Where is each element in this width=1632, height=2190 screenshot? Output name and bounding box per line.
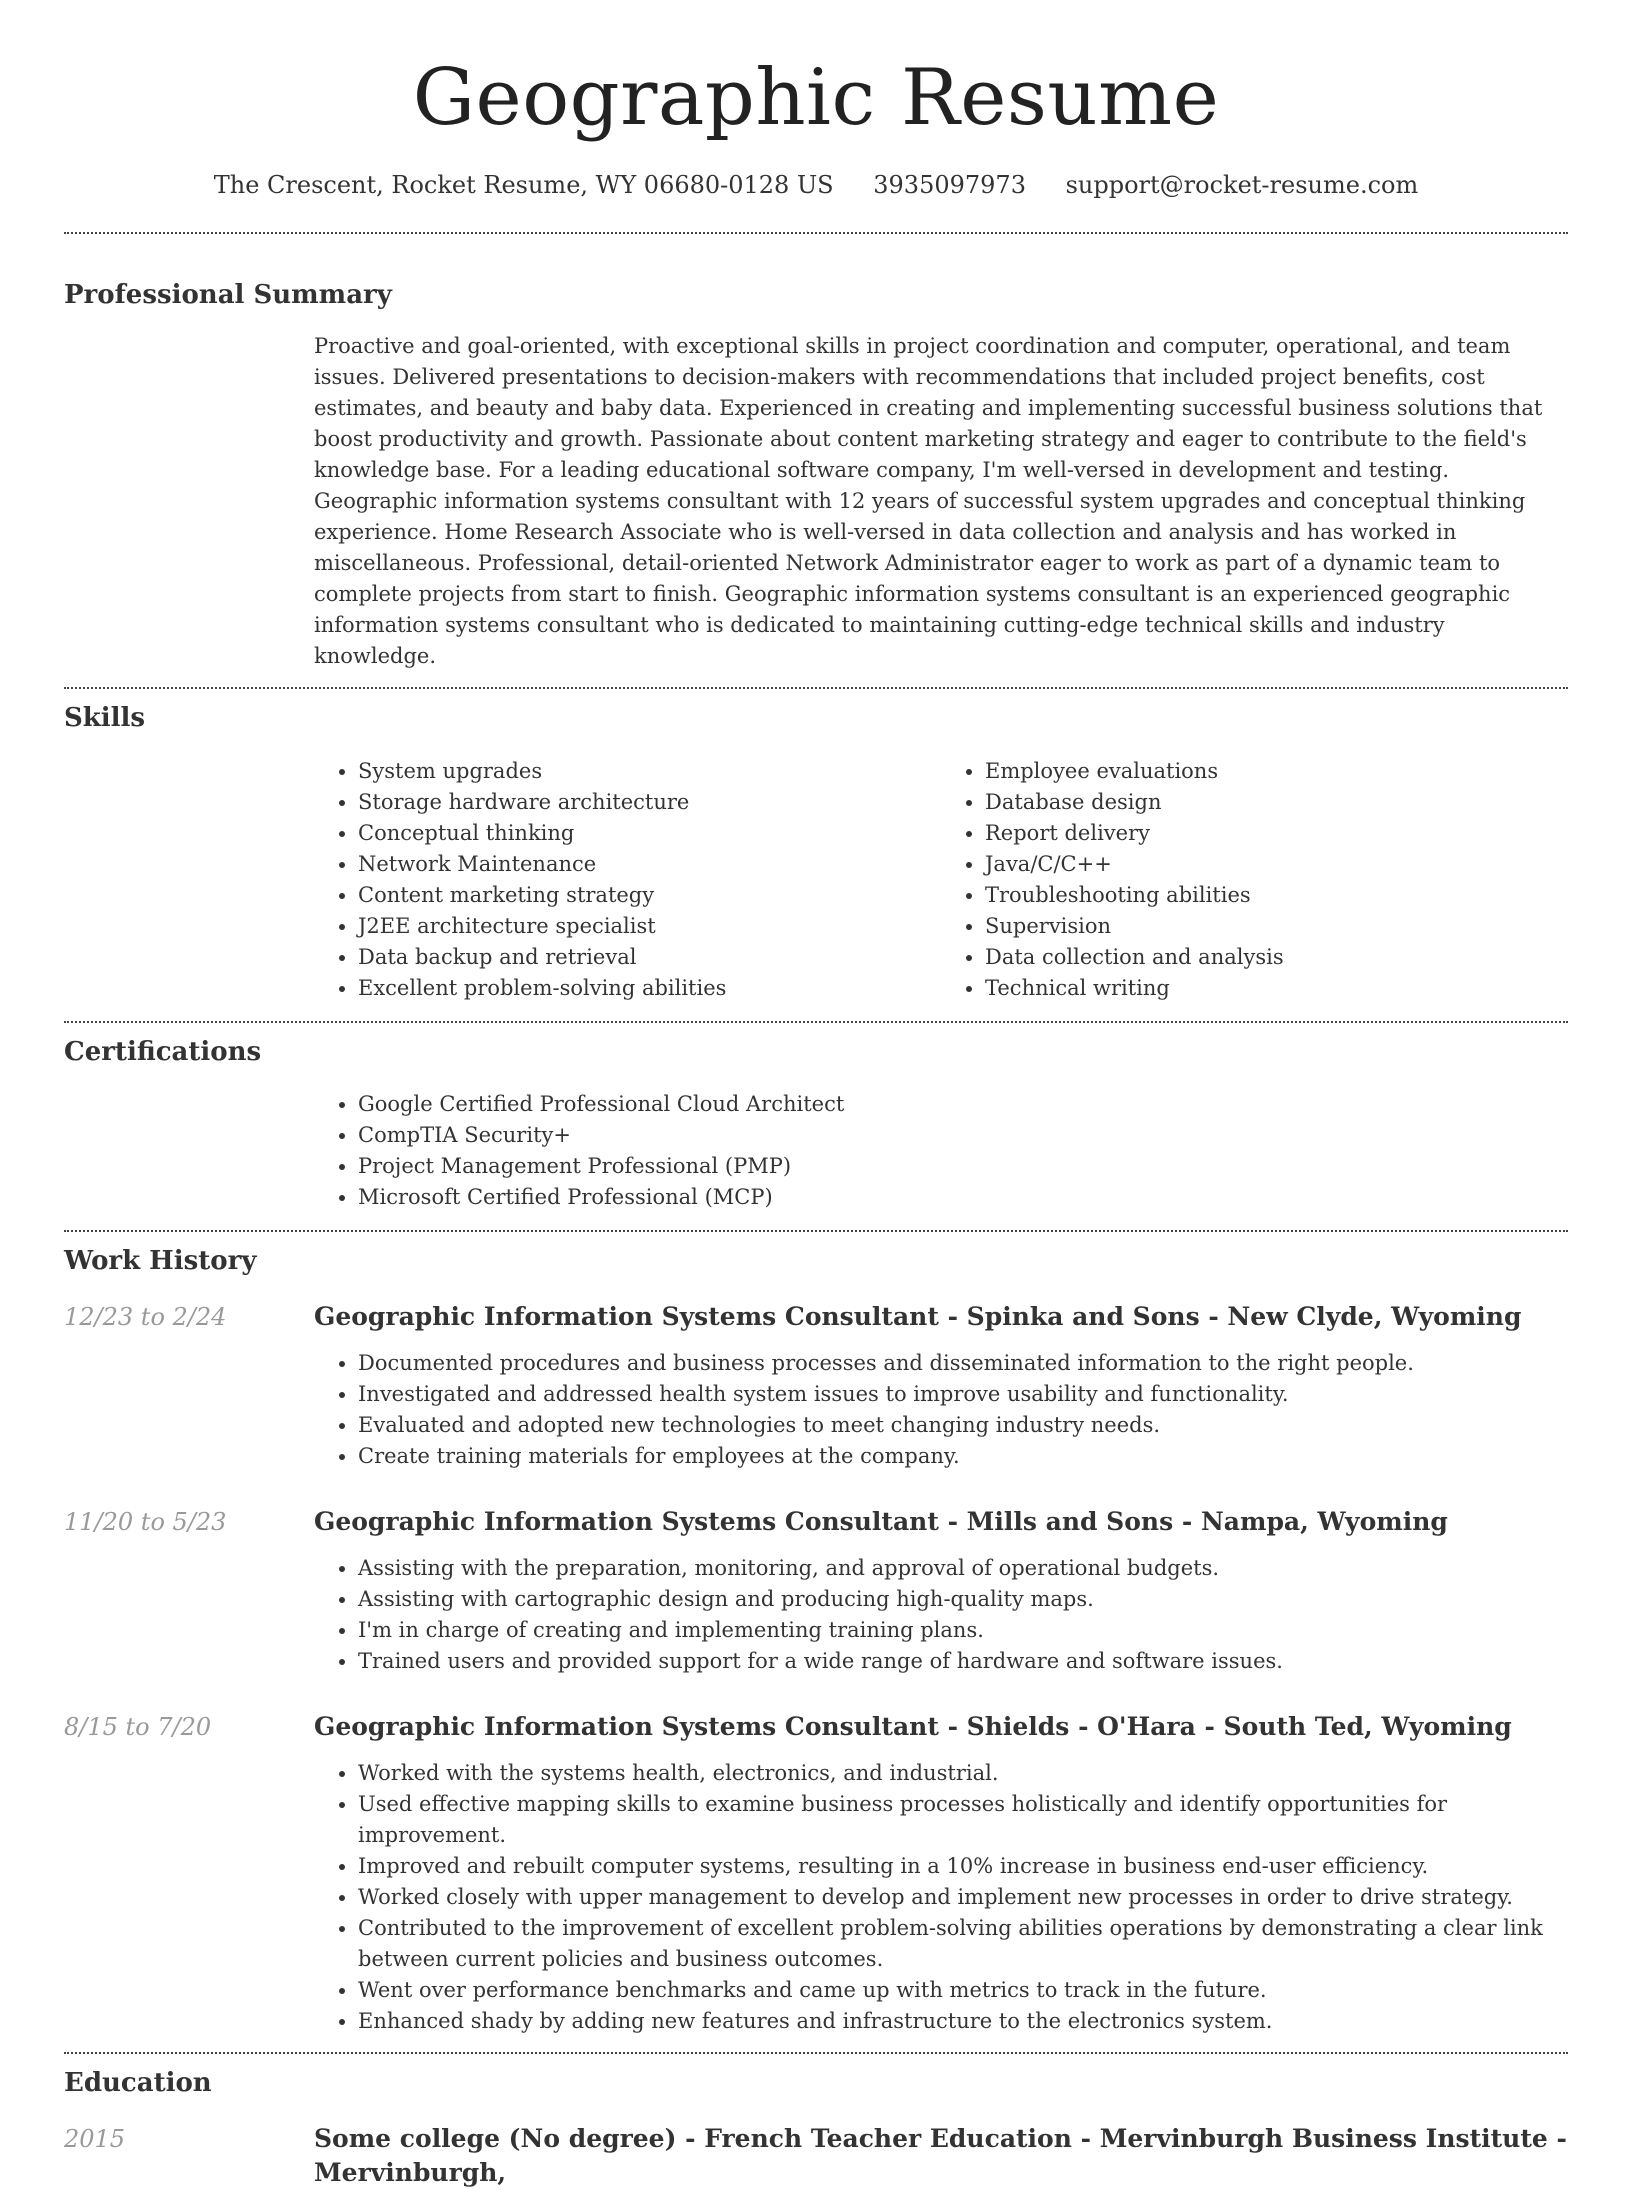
list-item: • Technical writing — [985, 973, 1568, 1004]
job-title: Geographic Information Systems Consultant - Shields - O'Hara - South Ted, Wyoming — [314, 1712, 1512, 1741]
list-item: • Employee evaluations — [985, 756, 1568, 787]
job-title: Geographic Information Systems Consultant - Mills and Sons - Nampa, Wyoming — [314, 1507, 1448, 1536]
job-bullets — [314, 1758, 1568, 2037]
list-item: • Documented procedures and business processes and disseminated information to the right people. — [358, 1348, 1568, 1379]
summary-title: Professional Summary — [64, 280, 392, 310]
list-item: • Used effective mapping skills to examine business processes holistically and identify opportunities for improvement. — [358, 1789, 1568, 1851]
list-item: • Investigated and addressed health system issues to improve usability and functionality. — [358, 1379, 1568, 1410]
skills-section — [64, 689, 1568, 1004]
work-title: Work History — [64, 1246, 257, 1276]
list-item: • Report delivery — [985, 818, 1568, 849]
summary-section — [64, 234, 1568, 672]
list-item: • Java/C/C++ — [985, 849, 1568, 880]
list-item: • Supervision — [985, 911, 1568, 942]
list-item: • Troubleshooting abilities — [985, 880, 1568, 911]
education-entry — [64, 2122, 1568, 2190]
list-item: • J2EE architecture specialist — [358, 911, 941, 942]
job-body — [314, 1505, 1568, 1677]
list-item: • Assisting with cartographic design and producing high-quality maps. — [358, 1584, 1568, 1615]
work-section — [64, 1232, 1568, 2037]
list-item: • Project Management Professional (PMP) — [358, 1151, 1568, 1182]
phone: 3935097973 — [873, 171, 1026, 199]
list-item: • Data backup and retrieval — [358, 942, 941, 973]
job-bullets — [314, 1553, 1568, 1677]
certifications-list — [314, 1089, 1568, 1213]
certifications-content — [314, 1089, 1568, 1213]
list-item: • Assisting with the preparation, monitoring, and approval of operational budgets. — [358, 1553, 1568, 1584]
skills-list-left — [314, 756, 941, 1004]
list-item: • Worked closely with upper management to develop and implement new processes in order to drive strategy. — [358, 1882, 1568, 1913]
list-item: • CompTIA Security+ — [358, 1120, 1568, 1151]
education-body — [314, 2122, 1568, 2190]
email: support@rocket-resume.com — [1065, 171, 1419, 199]
summary-text: Proactive and goal-oriented, with exceptional skills in project coordination and computer, operational, and team issues. Delivered presentations to decision-makers with recommendations that included project benefits, cost estimates, and beauty and baby data. Experienced in creating and implementing successful business solutions that boost productivity and growth. Passionate about content marketing strategy and eager to contribute to the field's knowledge base. For a leading educational software company, I'm well-versed in development and testing. Geographic information systems consultant with 12 years of successful system upgrades and conceptual thinking experience. Home Research Associate who is well-versed in data collection and analysis and has worked in miscellaneous. Professional, detail-oriented Network Administrator eager to work as part of a dynamic team to complete projects from start to finish. Geographic information systems consultant is an experienced geographic information systems consultant who is dedicated to maintaining cutting-edge technical skills and industry knowledge. — [314, 334, 1543, 668]
list-item: • Worked with the systems health, electronics, and industrial. — [358, 1758, 1568, 1789]
list-item: • System upgrades — [358, 756, 941, 787]
list-item: • Content marketing strategy — [358, 880, 941, 911]
address: The Crescent, Rocket Resume, WY 06680-0128 US — [213, 171, 834, 199]
list-item: • Excellent problem-solving abilities — [358, 973, 941, 1004]
skills-list-right — [941, 756, 1568, 1004]
list-item: • Trained users and provided support for a wide range of hardware and software issues. — [358, 1646, 1568, 1677]
list-item: • I'm in charge of creating and implementing training plans. — [358, 1615, 1568, 1646]
contact-line — [64, 168, 1568, 202]
job-date: 8/15 to 7/20 — [64, 1713, 212, 1741]
job-entry — [64, 1710, 1568, 2037]
education-title-line: Some college (No degree) - French Teacher Education - Mervinburgh Business Institute - Mervinburgh, — [314, 2124, 1567, 2187]
list-item: • Google Certified Professional Cloud Architect — [358, 1089, 1568, 1120]
list-item: • Improved and rebuilt computer systems, resulting in a 10% increase in business end-user efficiency. — [358, 1851, 1568, 1882]
job-title: Geographic Information Systems Consultant - Spinka and Sons - New Clyde, Wyoming — [314, 1302, 1522, 1331]
certifications-title: Certifications — [64, 1037, 262, 1067]
job-date: 12/23 to 2/24 — [64, 1303, 227, 1331]
job-entry — [64, 1505, 1568, 1677]
list-item: • Network Maintenance — [358, 849, 941, 880]
list-item: • Microsoft Certified Professional (MCP) — [358, 1182, 1568, 1213]
certifications-section — [64, 1023, 1568, 1213]
list-item: • Went over performance benchmarks and came up with metrics to track in the future. — [358, 1975, 1568, 2006]
list-item: • Storage hardware architecture — [358, 787, 941, 818]
job-bullets — [314, 1348, 1568, 1472]
education-title: Education — [64, 2068, 212, 2098]
list-item: • Data collection and analysis — [985, 942, 1568, 973]
list-item: • Create training materials for employees at the company. — [358, 1441, 1568, 1472]
job-body — [314, 1300, 1568, 1472]
job-body — [314, 1710, 1568, 2037]
resume-page — [64, 0, 1568, 2190]
education-section — [64, 2054, 1568, 2190]
skills-title: Skills — [64, 703, 146, 733]
summary-content — [314, 331, 1568, 672]
resume-name: Geographic Resume — [412, 53, 1220, 143]
job-entry — [64, 1300, 1568, 1472]
job-date: 11/20 to 5/23 — [64, 1508, 227, 1536]
list-item: • Evaluated and adopted new technologies to meet changing industry needs. — [358, 1410, 1568, 1441]
list-item: • Contributed to the improvement of excellent problem-solving abilities operations by demonstrating a clear link between current policies and business outcomes. — [358, 1913, 1568, 1975]
list-item: • Enhanced shady by adding new features and infrastructure to the electronics system. — [358, 2006, 1568, 2037]
list-item: • Conceptual thinking — [358, 818, 941, 849]
list-item: • Database design — [985, 787, 1568, 818]
education-date: 2015 — [64, 2125, 126, 2153]
skills-columns — [314, 756, 1568, 1004]
